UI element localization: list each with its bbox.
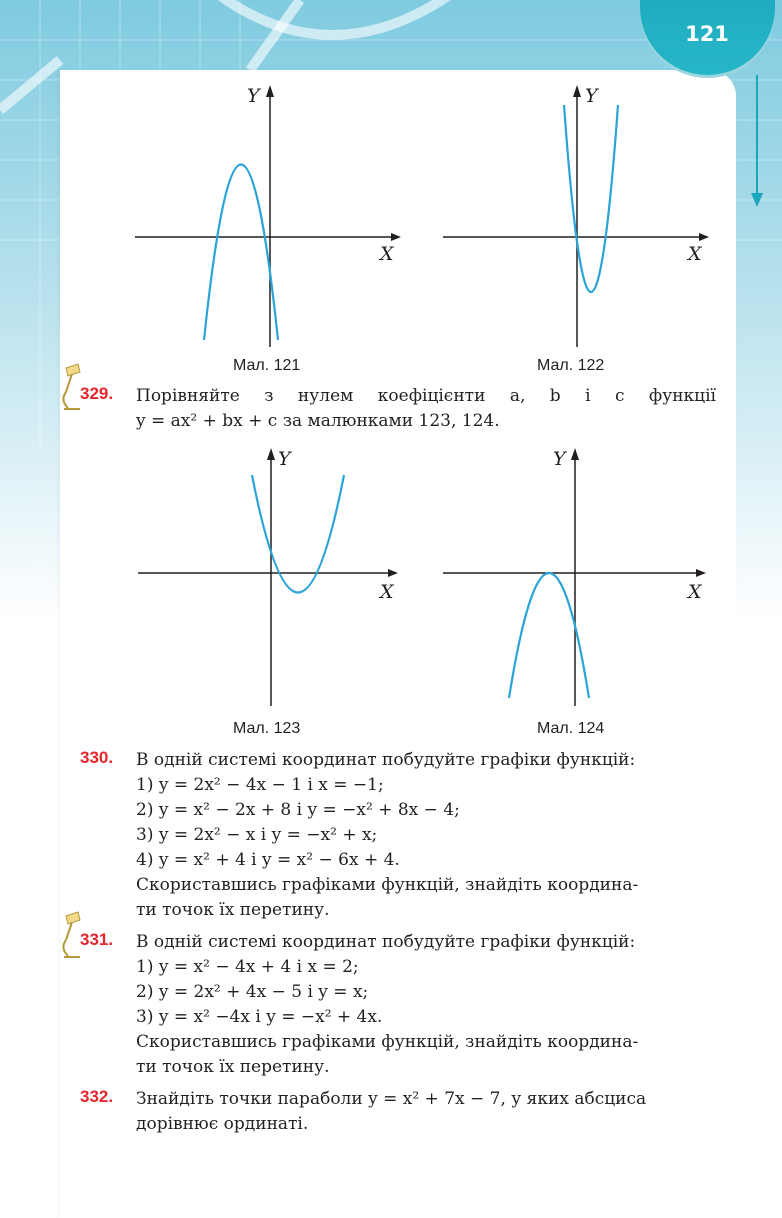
problem-line: 4) y = x² + 4 і y = x² − 6x + 4. <box>136 850 400 870</box>
problem-line: ти точок їх перетину. <box>136 1057 330 1077</box>
x-axis-label: X <box>380 581 394 603</box>
figure-122-plot <box>443 85 713 355</box>
y-axis-label: Y <box>247 85 260 107</box>
y-axis-label: Y <box>585 85 598 107</box>
problem-line: 1) y = 2x² − 4x − 1 і x = −1; <box>136 775 384 795</box>
problem-329 <box>80 384 720 434</box>
figure-123-plot <box>138 448 408 713</box>
problem-line: 2) y = x² − 2x + 8 і y = −x² + 8x − 4; <box>136 800 460 820</box>
problem-line: 3) y = 2x² − x і y = −x² + x; <box>136 825 378 845</box>
problem-331 <box>80 930 720 1080</box>
parabola-122 <box>564 105 618 292</box>
x-axis-arrow <box>391 233 401 241</box>
problem-line: 3) y = x² −4x і y = −x² + 4x. <box>136 1007 383 1027</box>
problem-line: Скориставшись графіками функцій, знайдіть координа- <box>136 1032 639 1052</box>
x-axis-arrow <box>696 569 706 577</box>
problem-number: 332. <box>80 1087 114 1106</box>
problem-line: В одній системі координат побудуйте графіки функцій: <box>136 750 636 770</box>
side-arrow-icon <box>748 75 766 210</box>
y-axis-arrow <box>571 448 579 460</box>
figure-123 <box>138 448 408 717</box>
figure-121-plot <box>135 85 405 355</box>
problem-number: 331. <box>80 930 114 949</box>
problem-line: y = ax² + bx + c за малюнками 123, 124. <box>136 411 500 431</box>
caption-122: Мал. 122 <box>537 357 605 374</box>
figure-122 <box>443 85 713 359</box>
problem-330 <box>80 748 720 923</box>
y-axis-arrow <box>573 85 581 97</box>
problem-332 <box>80 1087 720 1137</box>
x-axis-label: X <box>688 243 702 265</box>
problem-line: 1) y = x² − 4x + 4 і x = 2; <box>136 957 359 977</box>
y-axis-arrow <box>266 85 274 97</box>
x-axis-arrow <box>388 569 398 577</box>
y-axis-arrow <box>267 448 275 460</box>
figure-121 <box>135 85 405 359</box>
x-axis-label: X <box>688 581 702 603</box>
figure-124 <box>443 448 713 717</box>
problem-number: 330. <box>80 748 114 767</box>
figure-124-plot <box>443 448 713 713</box>
x-axis-label: X <box>380 243 394 265</box>
parabola-123 <box>252 475 344 593</box>
problem-number: 329. <box>80 384 114 403</box>
parabola-124 <box>509 573 589 698</box>
caption-124: Мал. 124 <box>537 720 605 737</box>
problem-line: дорівнює ординаті. <box>136 1114 309 1134</box>
problem-line: Порівняйте з нулем коефіцієнти a, b і c функції <box>136 386 716 406</box>
parabola-121 <box>204 165 278 341</box>
problem-line: 2) y = 2x² + 4x − 5 і y = x; <box>136 982 369 1002</box>
x-axis-arrow <box>699 233 709 241</box>
caption-123: Мал. 123 <box>233 720 301 737</box>
problem-line: ти точок їх перетину. <box>136 900 330 920</box>
y-axis-label: Y <box>278 448 291 470</box>
problem-line: Скориставшись графіками функцій, знайдіть координа- <box>136 875 639 895</box>
y-axis-label: Y <box>553 448 566 470</box>
problem-line: Знайдіть точки параболи y = x² + 7x − 7, у яких абсциса <box>136 1089 647 1109</box>
caption-121: Мал. 121 <box>233 357 301 374</box>
page-number: 121 <box>685 22 729 46</box>
problem-line: В одній системі координат побудуйте графіки функцій: <box>136 932 636 952</box>
